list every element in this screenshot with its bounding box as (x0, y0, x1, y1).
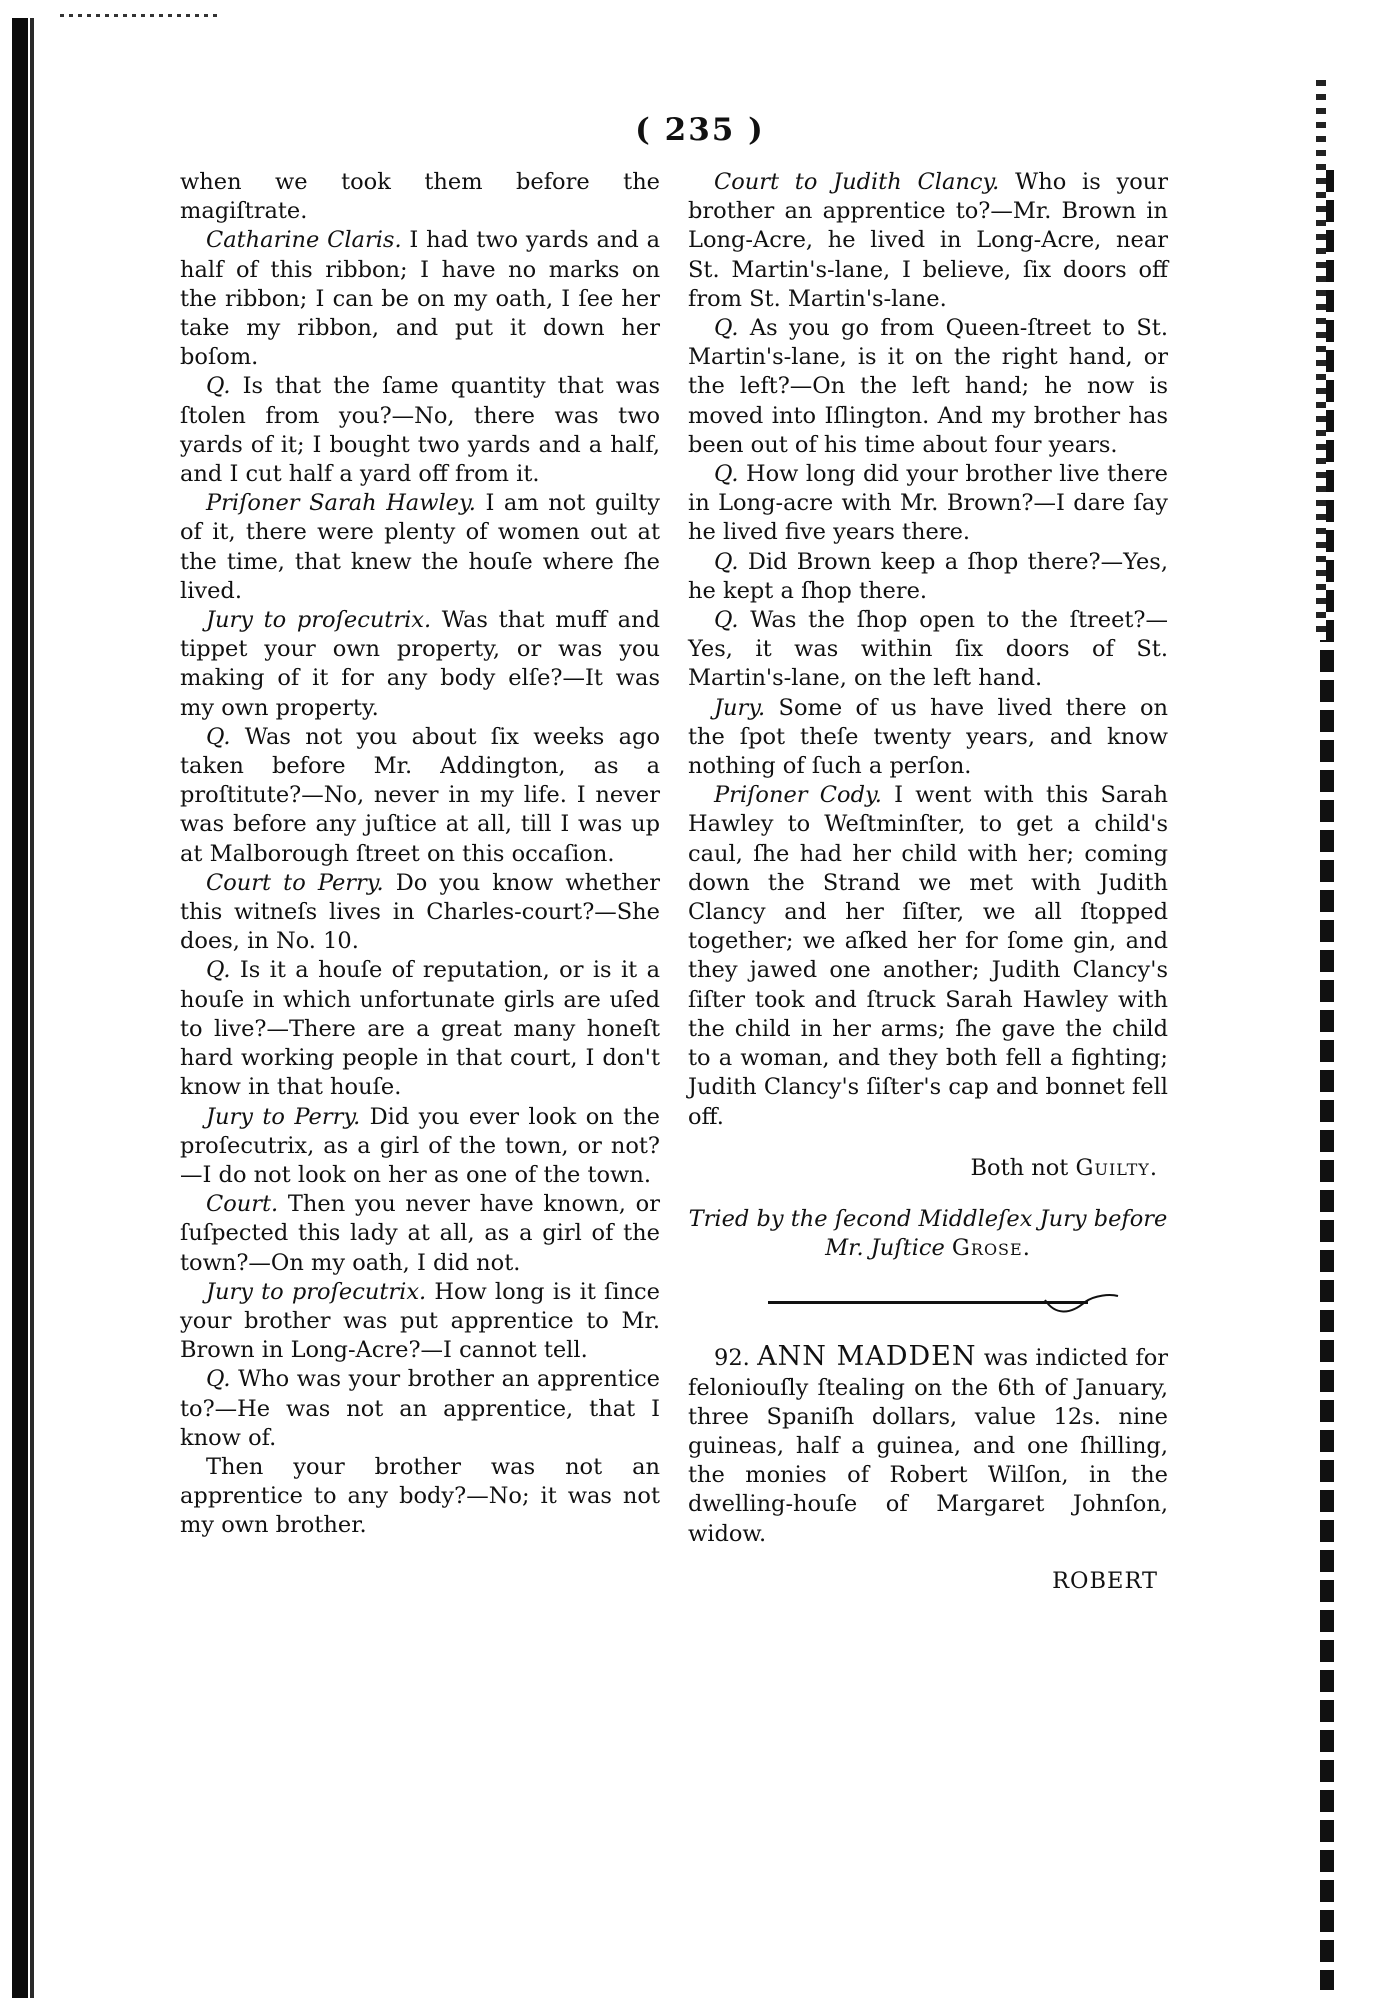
paragraph-text: Some of us have lived there on the ſpot theſe twenty years, and know nothing of ſuch a perſon. (688, 694, 1168, 780)
left-paragraph (180, 1278, 660, 1366)
paragraph-text: Was that muff and tippet your own property, or was you making of it for any body elſe?—It was my own property. (180, 607, 660, 721)
verdict: Both not Guilty. (970, 1154, 1158, 1181)
binding-edge-shadow (30, 18, 34, 1998)
right-column (688, 168, 1168, 1596)
left-paragraph (180, 226, 660, 372)
paragraph-text: Do you know whether this witneſs lives in Charles-court?—She does, in No. 10. (180, 869, 660, 955)
paragraph-text: Is it a houſe of reputation, or is it a houſe in which unfortunate girls are uſed to live?—There are a great many honeſt hard working people in that court, I don't know in that houſe. (180, 957, 660, 1101)
right-paragraph (688, 781, 1168, 1131)
left-paragraph (180, 1453, 660, 1541)
speaker-label: Q. (206, 723, 231, 750)
judge-name: Grose. (951, 1235, 1031, 1262)
left-paragraph (180, 168, 660, 226)
speaker-label: Court to Judith Clancy. (714, 169, 1000, 195)
speaker-label: Q. (206, 1366, 231, 1393)
right-paragraph (688, 314, 1168, 460)
speaker-label: Court. (206, 1191, 279, 1218)
speaker-label: Priſoner Sarah Hawley. (206, 490, 476, 517)
catchword: ROBERT (1052, 1567, 1158, 1594)
tried-line-2: Mr. Juſtice Grose. (825, 1235, 1031, 1262)
right-paragraph (688, 606, 1168, 694)
case-number: 92. (714, 1345, 750, 1372)
paragraph-text: Who was your brother an apprentice to?—He was not an apprentice, that I know of. (180, 1366, 660, 1451)
speaker-label: Q. (714, 461, 739, 488)
page-right-edge-marks (1316, 80, 1326, 640)
paragraph-text: Then your brother was not an apprentice to any body?—No; it was not my own brother. (180, 1453, 660, 1539)
paragraph-text: I am not guilty of it, there were plenty of women out at the time, that knew the houſe where ſhe lived. (180, 490, 660, 604)
left-column (180, 168, 660, 1541)
left-paragraph (180, 869, 660, 957)
speaker-label: Court to Perry. (206, 869, 384, 896)
defendant-name: ANN MADDEN (757, 1341, 977, 1373)
paragraph-text: I had two yards and a half of this ribbon; I have no marks on the ribbon; I can be on my oath, I ſee her take my ribbon, and put it down her boſom. (180, 227, 660, 371)
case-92-paragraph (688, 1342, 1168, 1548)
left-paragraph (180, 489, 660, 606)
paragraph-text: Did you ever look on the proſecutrix, as a girl of the town, or not?—I do not look on her as one of the town. (180, 1103, 660, 1188)
verdict-word: Guilty. (1075, 1154, 1158, 1181)
scan-noise (60, 14, 220, 17)
speaker-label: Q. (714, 607, 739, 634)
paragraph-text: when we took them before the magiſtrate. (180, 169, 660, 225)
paragraph-text: Is that the ſame quantity that was ſtolen from you?—No, there was two yards of it; I bought two yards and a half, and I cut half a yard off from it. (180, 373, 660, 488)
paragraph-text: Was not you about ſix weeks ago taken before Mr. Addington, as a proſtitute?—No, never in my life. I never was before any juſtice at all, till I was up at Malborough ſtreet on this occaſion. (180, 723, 660, 867)
speaker-label: Q. (714, 548, 739, 575)
paragraph-text: Who is your brother an apprentice to?—Mr. Brown in Long-Acre, he lived in Long-Acre, near St. Martin's-lane, I believe, ſix doors off from St. Martin's-lane. (688, 169, 1168, 312)
paragraph-text: Then you never have known, or ſuſpected this lady at all, as a girl of the town?—On my oath, I did not. (180, 1191, 660, 1276)
right-paragraphs (688, 168, 1168, 1132)
speaker-label: Q. (206, 373, 231, 400)
left-paragraph (180, 1190, 660, 1278)
speaker-label: Q. (206, 957, 231, 984)
left-paragraph (180, 1365, 660, 1453)
indictment-text: was indicted for feloniouſly ſtealing on the 6th of January, three Spaniſh dollars, value 12s. nine guineas, half a guinea, and one ſhilling, the monies of Robert Wilſon, in the dwelling-houſe of Margaret Johnſon, widow. (688, 1345, 1169, 1547)
left-paragraph (180, 723, 660, 869)
speaker-label: Jury. (714, 694, 766, 721)
paragraph-text: I went with this Sarah Hawley to Weſtminſter, to get a child's caul, ſhe had her child with her; coming down the Strand we met with Judith Clancy and her ſiſter, we all ſtopped together; we aſked her for ſome gin, and they jawed one another; Judith Clancy's ſiſter took and ſtruck Sarah Hawley with the child in her arms; ſhe gave the child to a woman, and they both fell a fighting; Judith Clancy's ſiſter's cap and bonnet fell off. (688, 782, 1169, 1130)
binding-edge (12, 18, 28, 1998)
left-paragraph (180, 372, 660, 489)
speaker-label: Jury to proſecutrix. (206, 1278, 427, 1305)
left-paragraph (180, 1103, 660, 1191)
left-paragraph (180, 956, 660, 1102)
paragraph-text: Did Brown keep a ſhop there?—Yes, he kept a ſhop there. (688, 548, 1168, 604)
right-paragraph (688, 694, 1168, 782)
paragraph-text: Was the ſhop open to the ſtreet?—Yes, it was within ſix doors of St. Martin's-lane, on the left hand. (688, 607, 1168, 692)
paragraph-text: As you go from Queen-ſtreet to St. Martin's-lane, is it on the right hand, or the left?—On the left hand; he now is moved into Iſlington. And my brother has been out of his time about four years. (688, 315, 1168, 458)
right-paragraph (688, 168, 1168, 314)
speaker-label: Jury to proſecutrix. (206, 607, 432, 634)
right-paragraph (688, 548, 1168, 606)
page-number: ( 235 ) (635, 112, 765, 148)
paragraph-text: How long did your brother live there in Long-acre with Mr. Brown?—I dare ſay he lived five years there. (688, 461, 1168, 546)
speaker-label: Catharine Claris. (206, 227, 402, 254)
speaker-label: Jury to Perry. (206, 1103, 361, 1130)
ink-flourish (1040, 1290, 1120, 1320)
right-paragraph (688, 460, 1168, 548)
speaker-label: Priſoner Cody. (714, 782, 882, 809)
left-paragraph (180, 606, 660, 723)
tried-line-1: Tried by the ſecond Middleſex Jury before (688, 1205, 1168, 1232)
speaker-label: Q. (714, 315, 739, 342)
paragraph-text: How long is it ſince your brother was put apprentice to Mr. Brown in Long-Acre?—I cannot tell. (180, 1278, 660, 1364)
